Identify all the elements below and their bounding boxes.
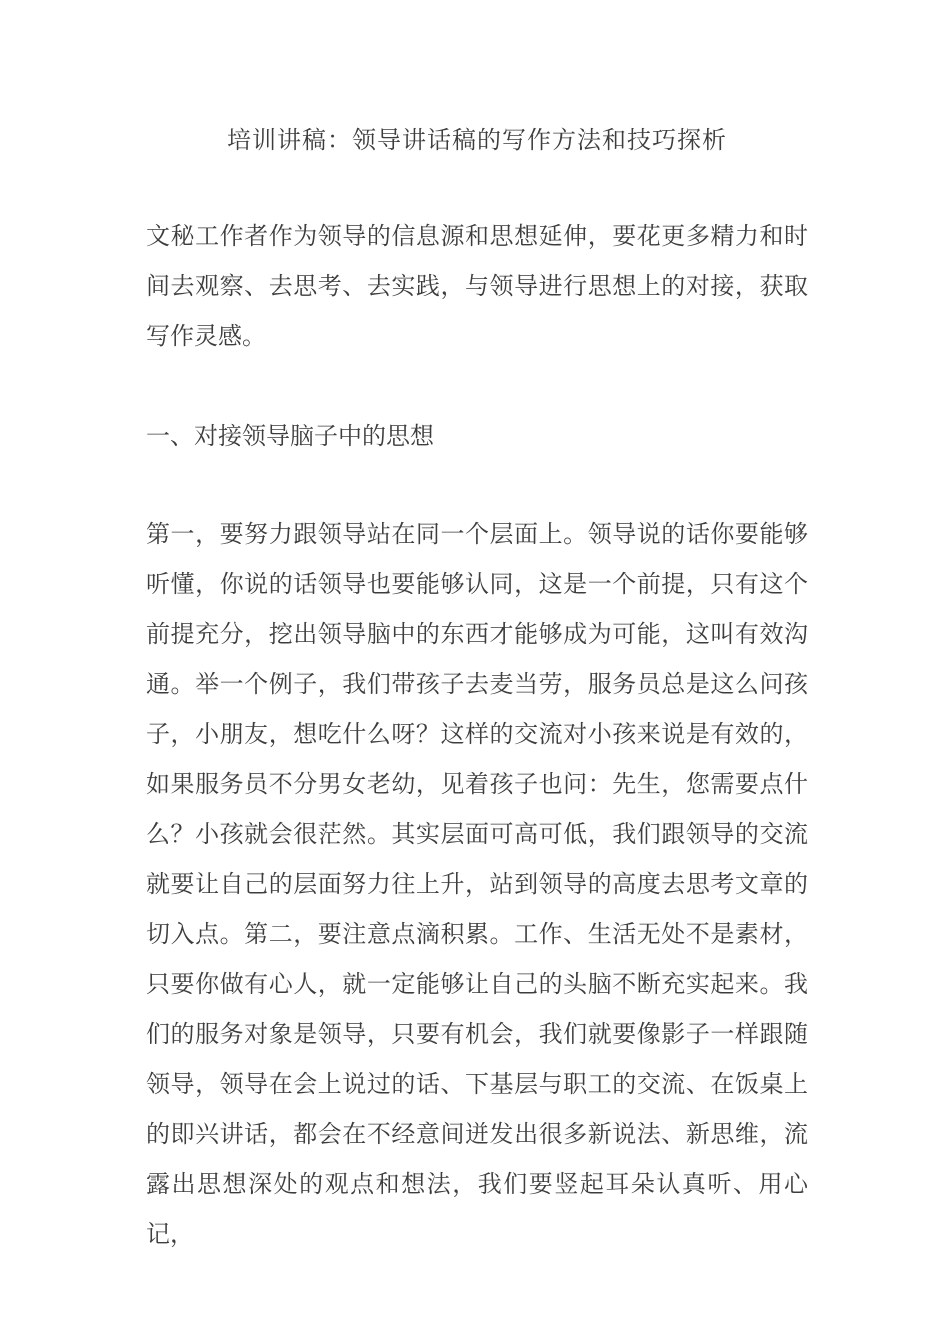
intro-paragraph: 文秘工作者作为领导的信息源和思想延伸，要花更多精力和时间去观察、去思考、去实践，与领导进行思想上的对接，获取写作灵感。 — [146, 223, 808, 350]
body-paragraph: 第一，要努力跟领导站在同一个层面上。领导说的话你要能够听懂，你说的话领导也要能够认同，这是一个前提，只有这个前提充分，挖出领导脑中的东西才能够成为可能，这叫有效沟通。举一个例子，我们带孩子去麦当劳，服务员总是这么问孩子，小朋友，想吃什么呀？这样的交流对小孩来说是有效的，如果服务员不分男女老幼，见着孩子也问：先生，您需要点什么？小孩就会很茫然。其实层面可高可低，我们跟领导的交流就要让自己的层面努力往上升，站到领导的高度去思考文章的切入点。第二，要注意点滴积累。工作、生活无处不是素材，只要你做有心人，就一定能够让自己的头脑不断充实起来。我们的服务对象是领导，只要有机会，我们就要像影子一样跟随领导，领导在会上说过的话、下基层与职工的交流、在饭桌上的即兴讲话，都会在不经意间迸发出很多新说法、新思维，流露出思想深处的观点和想法，我们要竖起耳朵认真听、用心记， — [146, 521, 808, 1248]
section-heading: 一、对接领导脑子中的思想 — [146, 423, 434, 450]
document-title: 培训讲稿：领导讲话稿的写作方法和技巧探析 — [227, 127, 727, 154]
